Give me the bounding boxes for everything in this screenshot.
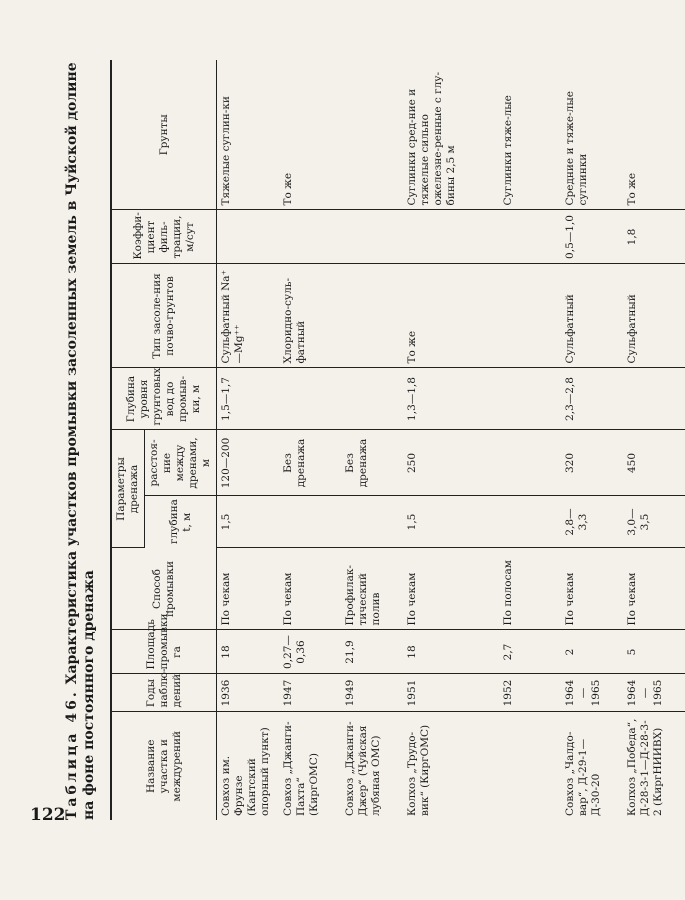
cell-salinity: Сульфатный xyxy=(623,264,685,368)
cell-name: Совхоз им. Фрунзе (Кантский опорный пункт) xyxy=(217,712,279,820)
cell-salinity: Сульфатный xyxy=(561,264,623,368)
cell-depth: 1,5 xyxy=(403,496,499,548)
header-drainage-group: Параметры дренажа xyxy=(111,430,145,548)
table-row xyxy=(403,60,499,820)
table-row xyxy=(279,60,341,820)
cell-method: По чекам xyxy=(561,548,623,630)
cell-name: Совхоз „Чалдо-вар“, Д-29-1—Д-30-20 xyxy=(563,731,602,816)
table-body xyxy=(217,60,685,820)
cell-area: 18 xyxy=(217,630,279,674)
table-caption xyxy=(64,60,100,820)
cell-soils: Суглинки тяже-лые xyxy=(499,60,561,210)
header-method: Способ промывки xyxy=(111,548,217,630)
cell-spacing: 250 xyxy=(403,430,499,496)
cell-area: 2 xyxy=(561,630,623,674)
header-salinity: Тип засоле-ния почво-грунтов xyxy=(111,264,217,368)
cell-method: По чекам xyxy=(623,548,685,630)
header-area: Площадь промывки, га xyxy=(111,630,217,674)
cell-salinity: Хлоридно-суль-фатный xyxy=(279,264,341,368)
cell-filtration xyxy=(403,210,499,264)
header-years: Годы наблю-дений xyxy=(111,674,217,712)
cell-depth xyxy=(341,496,403,548)
cell-soils: Суглинки сред-ние и тяжелые сильно ожелезне-ренные с глу-бины 2,5 м xyxy=(403,60,499,210)
cell-filtration: 1,8 xyxy=(623,210,685,264)
cell-years: 1964—1965 xyxy=(623,674,685,712)
data-table xyxy=(110,60,685,820)
cell-depth: 1,5 xyxy=(217,496,279,548)
cell-salinity: То же xyxy=(403,264,499,368)
cell-area: 5 xyxy=(623,630,685,674)
cell-years: 1947 xyxy=(279,674,341,712)
cell-soils: Тяжелые суглин-ки xyxy=(217,60,279,210)
cell-depth xyxy=(279,496,341,548)
cell-method: По чекам xyxy=(279,548,341,630)
table-row xyxy=(499,60,561,820)
cell-years: 1951 xyxy=(403,674,499,712)
cell-gw-depth xyxy=(279,368,341,430)
rotated-content xyxy=(64,60,664,820)
cell-filtration xyxy=(279,210,341,264)
cell-gw-depth: 1,5—1,7 xyxy=(217,368,279,430)
cell-name: Колхоз „Победа“, Д-28-3-1—Д-28-3-2 (КиргНИИВХ) xyxy=(625,718,664,816)
cell-years: 1936 xyxy=(217,674,279,712)
cell-name: Совхоз „Джанги-Пахта“ (КиргОМС) xyxy=(281,721,320,816)
cell-name: Колхоз „Трудо-вик“ (КиргОМС) xyxy=(405,724,431,816)
header-depth: глубина t, м xyxy=(167,499,193,544)
cell-name: Совхоз „Джанги-Джер“ (Чуйская лубяная ОМС) xyxy=(343,721,382,816)
cell-method: По полосам xyxy=(499,548,561,630)
cell-name xyxy=(499,712,561,820)
cell-method: По чекам xyxy=(403,548,499,630)
header-filtration: Коэффи-циент филь-трации, м/сут xyxy=(111,210,217,264)
cell-spacing: 120—200 xyxy=(217,430,279,496)
cell-gw-depth xyxy=(623,368,685,430)
cell-filtration xyxy=(217,210,279,264)
cell-soils: То же xyxy=(279,60,341,210)
cell-depth: 3,0—3,5 xyxy=(623,496,685,548)
header-name: Название участка и междурений xyxy=(111,712,217,820)
cell-soils: То же xyxy=(623,60,685,210)
cell-gw-depth xyxy=(499,368,561,430)
cell-filtration xyxy=(499,210,561,264)
cell-area: 21,9 xyxy=(341,630,403,674)
cell-soils: Средние и тяже-лые суглинки xyxy=(561,60,623,210)
cell-spacing: 450 xyxy=(623,430,685,496)
cell-filtration: 0,5—1,0 xyxy=(561,210,623,264)
cell-years: 1964—1965 xyxy=(561,674,623,712)
caption-lead: Таблица 46. xyxy=(64,689,80,820)
cell-gw-depth: 2,3—2,8 xyxy=(561,368,623,430)
cell-filtration xyxy=(341,210,403,264)
cell-spacing: Без дренажа xyxy=(279,430,341,496)
cell-years: 1949 xyxy=(341,674,403,712)
cell-depth xyxy=(499,496,561,548)
cell-spacing xyxy=(499,430,561,496)
cell-gw-depth: 1,3—1,8 xyxy=(403,368,499,430)
cell-area: 0,27—0,36 xyxy=(279,630,341,674)
page-number: 122 xyxy=(30,805,66,825)
cell-salinity xyxy=(499,264,561,368)
cell-salinity: Сульфатный Na⁺—Mg⁺⁺ xyxy=(217,264,279,368)
header-soils: Грунты xyxy=(111,60,217,210)
table-row xyxy=(341,60,403,820)
cell-gw-depth xyxy=(341,368,403,430)
cell-method: Профилак-тический полив xyxy=(341,548,403,630)
table-row xyxy=(561,60,623,820)
cell-depth: 2,8—3,3 xyxy=(561,496,623,548)
cell-area: 2,7 xyxy=(499,630,561,674)
header-gw-depth: Глубина уровня грунтовых вод до промыв-ки, м xyxy=(111,368,217,430)
cell-spacing: 320 xyxy=(561,430,623,496)
cell-years: 1952 xyxy=(499,674,561,712)
table-row xyxy=(623,60,685,820)
cell-soils xyxy=(341,60,403,210)
cell-spacing: Без дренажа xyxy=(341,430,403,496)
header-spacing: расстоя-ние между дренами, м xyxy=(145,430,217,496)
cell-area: 18 xyxy=(403,630,499,674)
cell-method: По чекам xyxy=(217,548,279,630)
caption-text: Характеристика участков промывки засоленных земель в Чуйской долине на фоне постоянного дренажа xyxy=(64,62,97,820)
cell-salinity xyxy=(341,264,403,368)
table-row xyxy=(217,60,279,820)
